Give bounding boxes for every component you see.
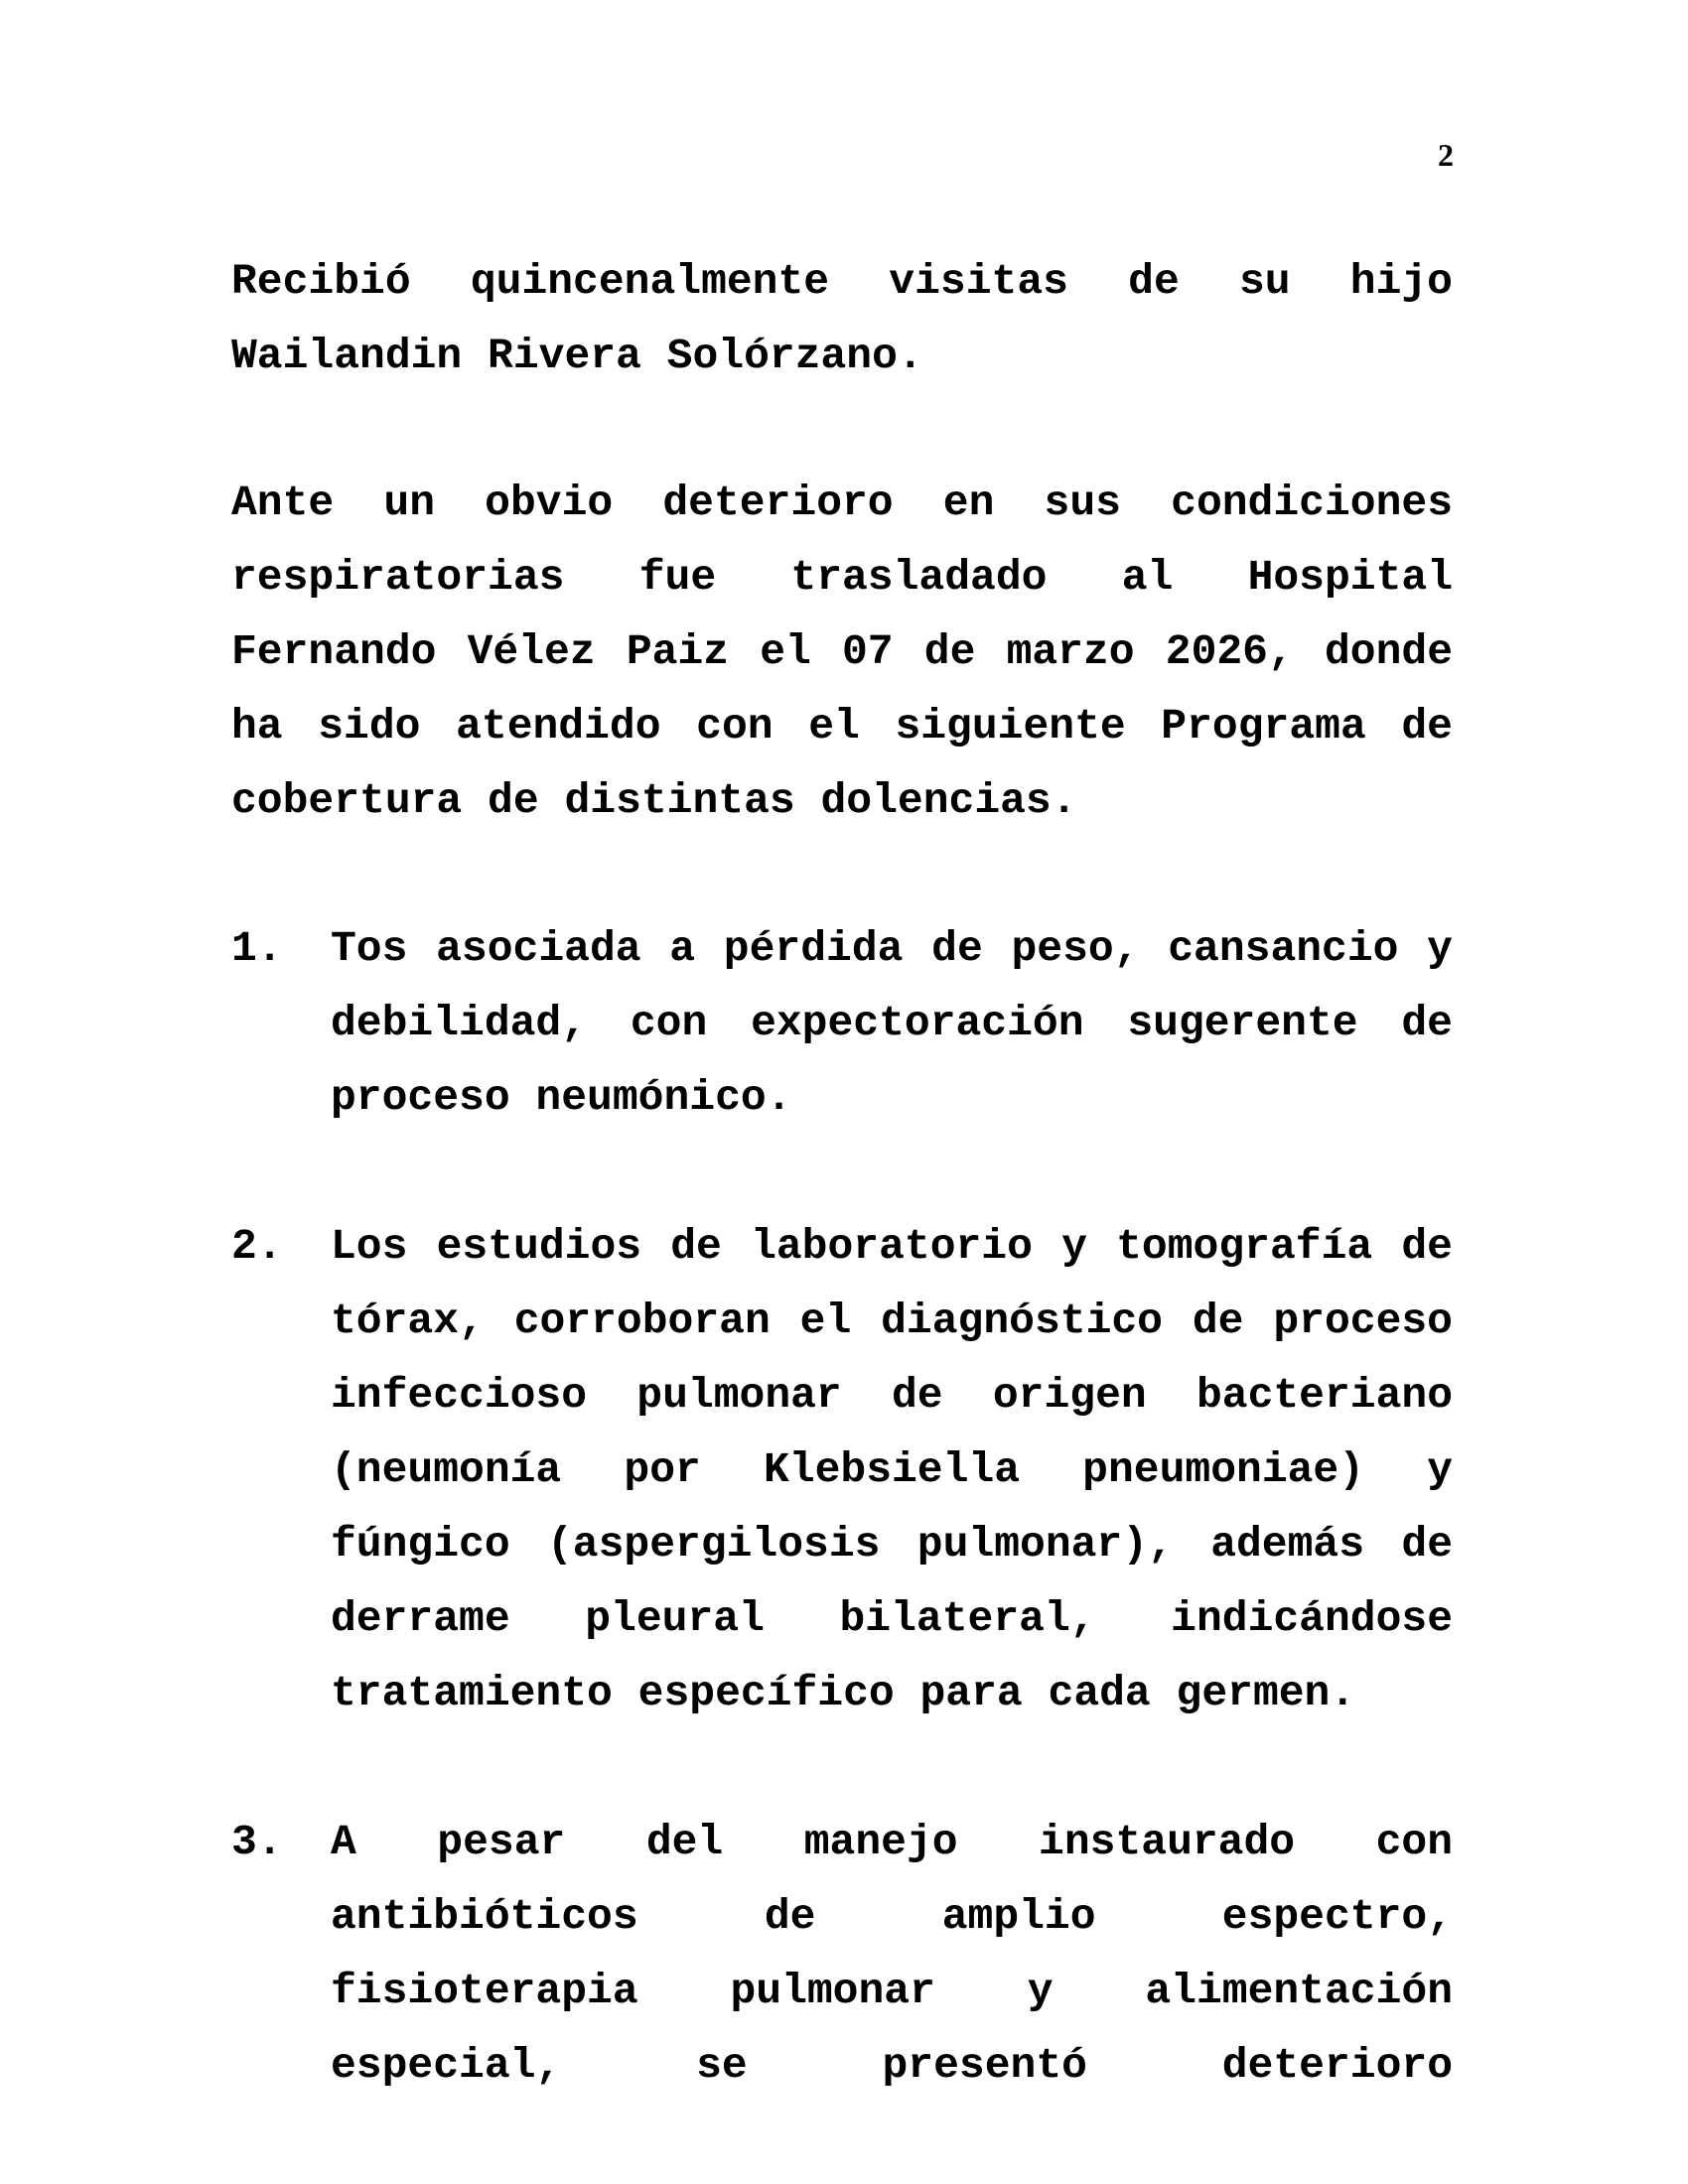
list-item-text: A pesar del manejo instaurado con antibióticos de amplio espectro, fisioterapia pulmonar y alimentación especial, se presentó deterioro <box>331 1818 1453 2090</box>
list-item-number: 2. <box>231 1222 283 1271</box>
list-item-number: 3. <box>231 1818 283 1866</box>
paragraph-traslado: Ante un obvio deterioro en sus condiciones respiratorias fue trasladado al Hospital Fernando Vélez Paiz el 07 de marzo 2026, donde ha sido atendido con el siguiente Programa de cobertura de distintas dolencias. <box>231 478 1453 825</box>
list-item <box>231 1805 1453 2103</box>
page-number: 2 <box>1438 137 1454 173</box>
list-item-text: Tos asociada a pérdida de peso, cansancio y debilidad, con expectoración sugerente de proceso neumónico. <box>331 924 1453 1122</box>
list-item <box>231 911 1453 1135</box>
list-item-number: 1. <box>231 924 283 973</box>
paragraph-visitas: Recibió quincenalmente visitas de su hijo Wailandin Rivera Solórzano. <box>231 257 1453 380</box>
list-item-text: Los estudios de laboratorio y tomografía de tórax, corroboran el diagnóstico de proceso infeccioso pulmonar de origen bacteriano (neumonía por Klebsiella pneumoniae) y fúngico (aspergilosis pulmonar), además de derrame pleural bilateral, indicándose tratamiento específico para cada germen. <box>331 1222 1453 1717</box>
list-item <box>231 1209 1453 1730</box>
